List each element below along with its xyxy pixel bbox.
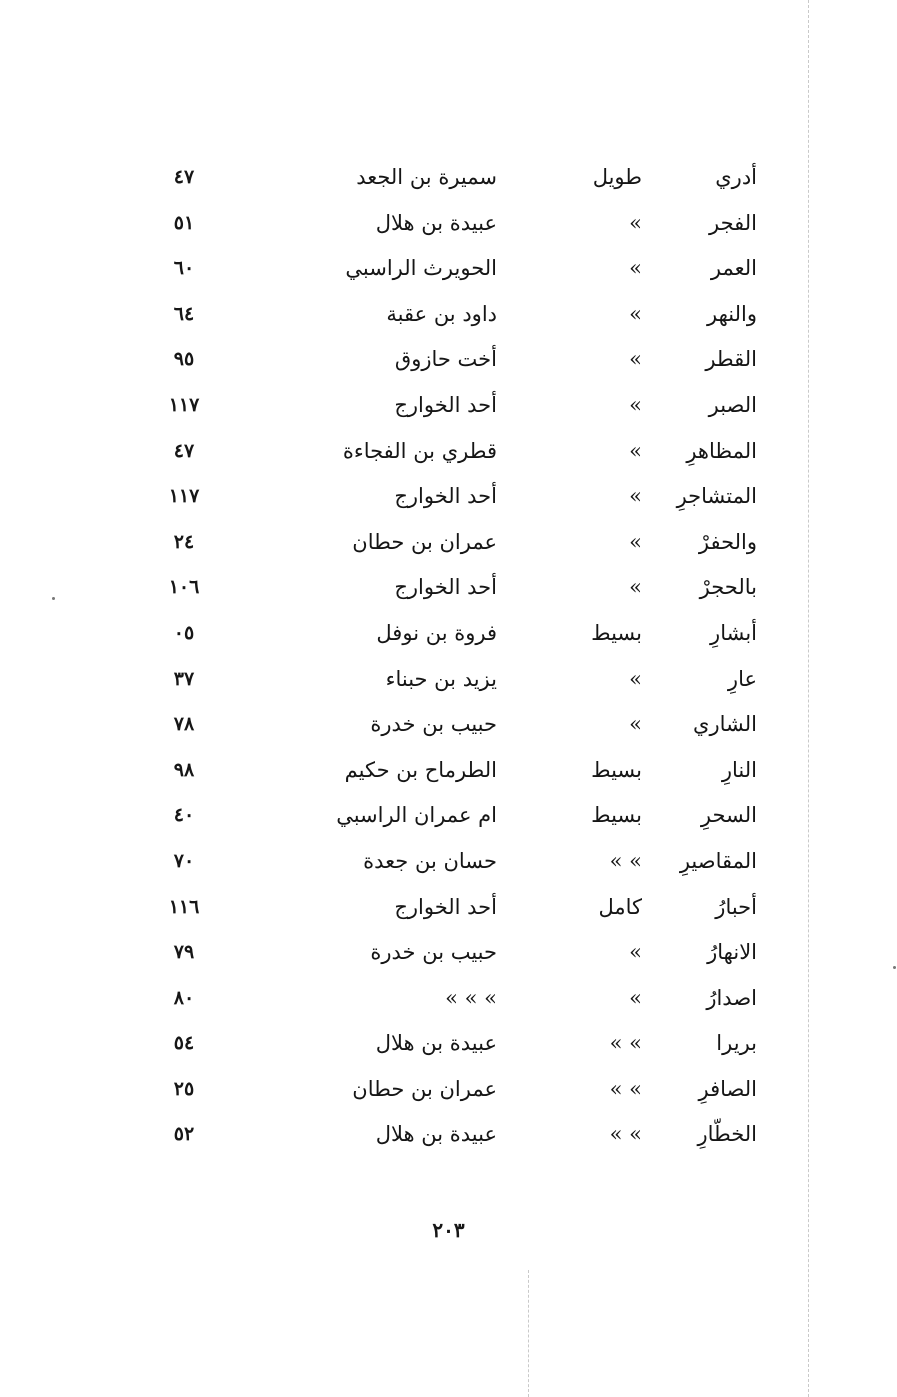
rhyme-word: عارِ — [727, 666, 757, 691]
poet-name: أحد الخوارج — [394, 575, 497, 600]
rhyme-word: والنهر — [707, 301, 757, 326]
page-ref: ١١٧ — [168, 393, 200, 416]
table-row — [0, 660, 897, 706]
table-row — [0, 568, 897, 614]
poet-name: حسان بن جعدة — [363, 848, 497, 873]
poet-name: حبيب بن خدرة — [370, 940, 497, 965]
page-ref: ١١٦ — [168, 895, 200, 918]
index-table — [0, 158, 897, 1161]
rhyme-word: الخطّارِ — [697, 1122, 757, 1147]
table-row — [0, 477, 897, 523]
meter-name: » — [629, 940, 642, 965]
rhyme-word: أبشارِ — [710, 620, 757, 645]
page-ref: ٩٨ — [173, 758, 195, 781]
table-row — [0, 204, 897, 250]
poet-name: عبيدة بن هلال — [375, 1031, 497, 1056]
meter-name: بسيط — [591, 757, 642, 782]
poet-name: عمران بن حطان — [352, 1076, 497, 1101]
rhyme-word: أحبارُ — [715, 894, 757, 919]
rhyme-word: الصافرِ — [698, 1076, 757, 1101]
meter-name: » — [629, 529, 642, 554]
meter-name: بسيط — [591, 620, 642, 645]
page-ref: ٩٥ — [173, 348, 195, 371]
poet-name: أحد الخوارج — [394, 392, 497, 417]
poet-name: الطرماح بن حكيم — [344, 757, 497, 782]
poet-name: حبيب بن خدرة — [370, 712, 497, 737]
poet-name: عمران بن حطان — [352, 529, 497, 554]
table-row — [0, 295, 897, 341]
poet-name: أحد الخوارج — [394, 484, 497, 509]
rhyme-word: العمر — [710, 256, 757, 281]
rhyme-word: المتشاجرِ — [676, 484, 757, 509]
page-ref: ٥٢ — [173, 1123, 195, 1146]
meter-name: » — [629, 347, 642, 372]
page-ref: ١١٧ — [168, 485, 200, 508]
page-ref: ٤٧ — [173, 166, 195, 188]
meter-name: » — [629, 666, 642, 691]
meter-name: » — [629, 438, 642, 463]
page-ref: ٧٩ — [173, 941, 195, 964]
page-ref: ٤٠ — [173, 804, 195, 827]
poet-name: عبيدة بن هلال — [375, 210, 497, 235]
rhyme-word: المظاهرِ — [686, 438, 757, 463]
poet-name: ام عمران الراسبي — [336, 803, 497, 828]
rhyme-word: بريرا — [716, 1031, 757, 1056]
rhyme-word: المقاصيرِ — [679, 848, 757, 873]
rhyme-word: الشاري — [693, 712, 757, 737]
table-row — [0, 979, 897, 1025]
rhyme-word: والحفرْ — [698, 529, 757, 554]
table-row — [0, 933, 897, 979]
table-row — [0, 249, 897, 295]
poet-name: داود بن عقبة — [386, 301, 497, 326]
page-ref: ٨٠ — [173, 986, 195, 1009]
table-row — [0, 1024, 897, 1070]
table-row — [0, 432, 897, 478]
meter-name: » — [629, 712, 642, 737]
poet-name: قطري بن الفجاءة — [342, 438, 497, 463]
poet-name: » » » — [445, 985, 497, 1010]
table-row — [0, 842, 897, 888]
table-row — [0, 614, 897, 660]
rhyme-word: السحرِ — [700, 803, 757, 828]
rhyme-word: بالحجرْ — [699, 575, 757, 600]
table-row — [0, 386, 897, 432]
meter-name: » — [629, 985, 642, 1010]
table-row — [0, 340, 897, 386]
table-row — [0, 751, 897, 797]
meter-name: » — [629, 392, 642, 417]
poet-name: فروة بن نوفل — [376, 620, 497, 645]
page-ref: ٣٧ — [173, 667, 195, 690]
table-row — [0, 1070, 897, 1116]
page-ref: ٧٠ — [173, 849, 195, 872]
page-ref: ٦٤ — [173, 302, 195, 325]
poet-name: الحويرث الراسبي — [345, 256, 497, 281]
margin-rule-lower — [528, 1270, 529, 1397]
page-ref: ١٠٦ — [168, 576, 200, 599]
meter-name: » — [629, 484, 642, 509]
table-row — [0, 796, 897, 842]
poet-name: يزيد بن حبناء — [385, 666, 497, 691]
poet-name: سميرة بن الجعد — [356, 165, 497, 189]
meter-name: » » — [609, 1031, 642, 1056]
page-ref: ٠٥ — [173, 621, 195, 644]
poet-name: عبيدة بن هلال — [375, 1122, 497, 1147]
page-ref: ٥١ — [173, 211, 195, 234]
meter-name: كامل — [598, 894, 642, 919]
rhyme-word: أدري — [715, 165, 757, 189]
rhyme-word: الانهارُ — [707, 940, 757, 965]
rhyme-word: الفجر — [709, 210, 757, 235]
page-ref: ٢٥ — [173, 1077, 195, 1100]
rhyme-word: النارِ — [721, 757, 757, 782]
meter-name: طويل — [592, 165, 642, 189]
table-row — [0, 705, 897, 751]
table-row — [0, 1115, 897, 1161]
page-ref: ٧٨ — [173, 713, 195, 736]
page-ref: ٥٤ — [173, 1032, 195, 1055]
meter-name: بسيط — [591, 803, 642, 828]
table-row — [0, 888, 897, 934]
rhyme-word: القطر — [705, 347, 757, 372]
meter-name: » — [629, 256, 642, 281]
meter-name: » » — [609, 848, 642, 873]
page-ref: ٢٤ — [173, 530, 195, 553]
rhyme-word: اصدارُ — [706, 985, 757, 1010]
poet-name: أحد الخوارج — [394, 894, 497, 919]
meter-name: » — [629, 575, 642, 600]
page-ref: ٦٠ — [173, 257, 195, 280]
page-ref: ٤٧ — [173, 439, 195, 462]
meter-name: » — [629, 301, 642, 326]
meter-name: » » — [609, 1122, 642, 1147]
poet-name: أخت حازوق — [394, 347, 497, 372]
meter-name: » — [629, 210, 642, 235]
page-number: ٢٠٣ — [432, 1218, 465, 1242]
table-row — [0, 158, 897, 204]
meter-name: » » — [609, 1076, 642, 1101]
rhyme-word: الصبر — [708, 392, 757, 417]
table-row — [0, 523, 897, 569]
